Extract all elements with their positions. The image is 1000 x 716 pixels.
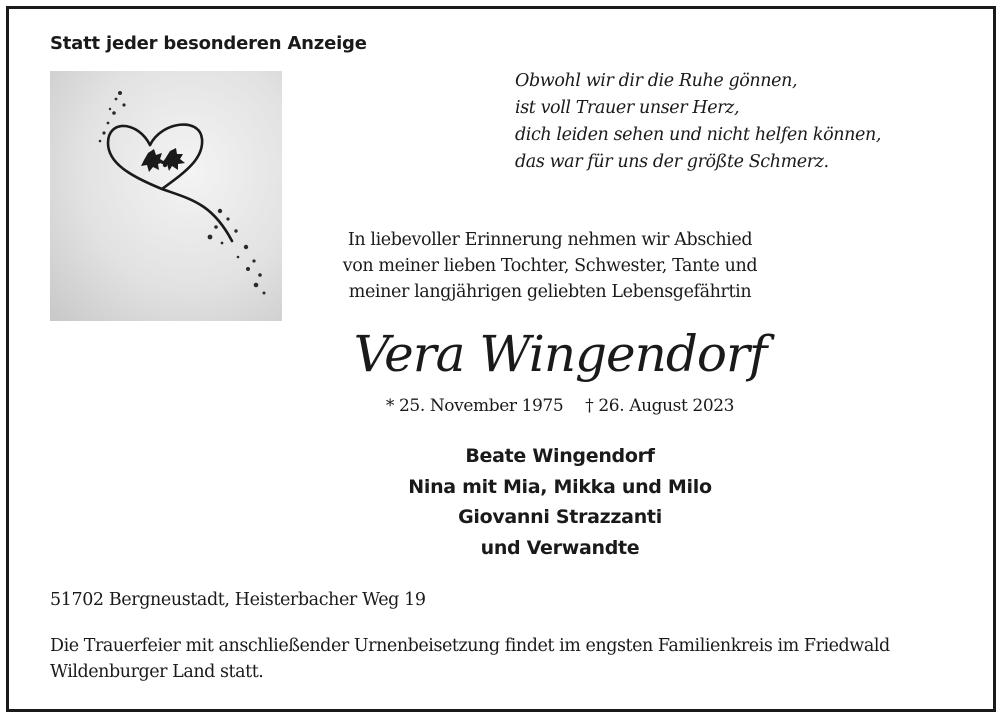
birth-date: * 25. November 1975 (385, 396, 564, 416)
deceased-name: Vera Wingendorf (353, 325, 767, 383)
intro-line: von meiner lieben Tochter, Schwester, Tante und (342, 256, 758, 276)
intro-line: meiner langjährigen geliebten Lebensgefährtin (348, 282, 752, 302)
poem-line: das war für uns der größte Schmerz. (515, 152, 829, 172)
mourners-list (300, 441, 820, 563)
heart-tattoo-icon (50, 71, 282, 321)
mourner-name: und Verwandte (480, 536, 640, 559)
mourner-name: Beate Wingendorf (465, 445, 655, 467)
notice-line: Die Trauerfeier mit anschließender Urnenbeisetzung findet im engsten Familienkreis im Friedwald (50, 636, 890, 656)
notice-line: Wildenburger Land statt. (50, 662, 264, 682)
poem-line: dich leiden sehen und nicht helfen können, (515, 125, 881, 145)
heart-tattoo-photo (50, 71, 282, 321)
poem-line: ist voll Trauer unser Herz, (515, 98, 740, 118)
intro-text (300, 227, 800, 305)
death-date: † 26. August 2023 (585, 396, 735, 416)
intro-line: In liebevoller Erinnerung nehmen wir Abschied (347, 230, 753, 250)
funeral-notice (50, 633, 950, 685)
headline: Statt jeder besonderen Anzeige (50, 33, 367, 54)
poem (515, 68, 881, 176)
mourner-name: Nina mit Mia, Mikka und Milo (408, 475, 712, 498)
address: 51702 Bergneustadt, Heisterbacher Weg 19 (50, 590, 426, 610)
life-dates (300, 396, 820, 416)
poem-line: Obwohl wir dir die Ruhe gönnen, (515, 71, 798, 91)
mourner-name: Giovanni Strazzanti (458, 506, 662, 528)
